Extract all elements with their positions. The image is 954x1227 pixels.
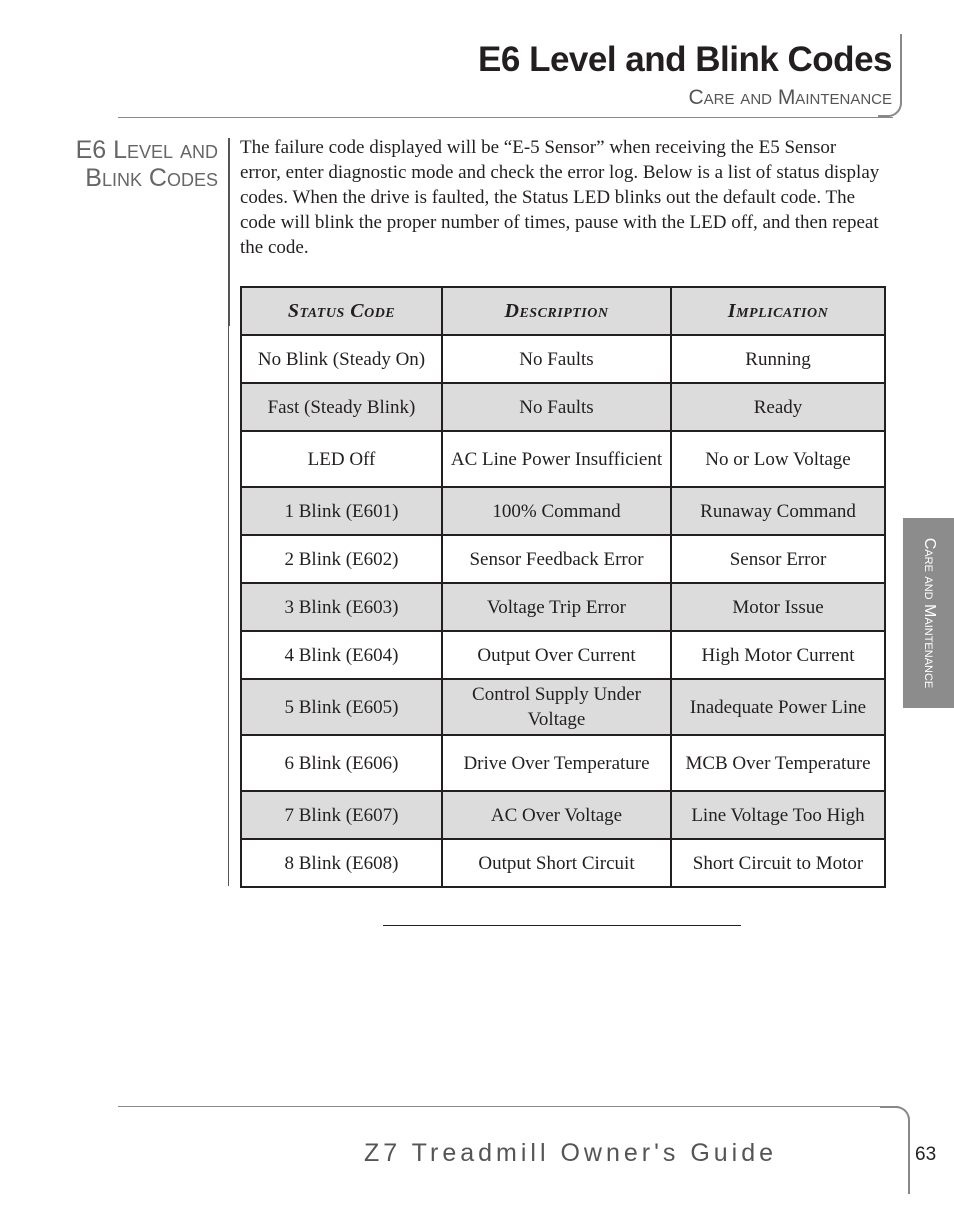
implication-cell: Runaway Command <box>671 487 885 535</box>
description-cell: No Faults <box>442 335 671 383</box>
implication-cell: Sensor Error <box>671 535 885 583</box>
status-code-cell: 7 Blink (E607) <box>241 791 442 839</box>
status-code-cell: 4 Blink (E604) <box>241 631 442 679</box>
implication-cell: Running <box>671 335 885 383</box>
table-row <box>241 631 885 679</box>
implication-cell: Short Circuit to Motor <box>671 839 885 887</box>
header-description: Description <box>442 287 671 335</box>
description-cell: Control Supply Under Voltage <box>442 679 671 735</box>
implication-cell: Line Voltage Too High <box>671 791 885 839</box>
table-row <box>241 431 885 487</box>
status-code-cell: 2 Blink (E602) <box>241 535 442 583</box>
description-cell: Sensor Feedback Error <box>442 535 671 583</box>
section-heading-line-2: Blink Codes <box>85 164 218 192</box>
status-code-cell: 3 Blink (E603) <box>241 583 442 631</box>
description-cell: Output Over Current <box>442 631 671 679</box>
description-cell: Drive Over Temperature <box>442 735 671 791</box>
description-cell: No Faults <box>442 383 671 431</box>
chapter-side-tab <box>903 518 954 708</box>
intro-paragraph: The failure code displayed will be “E-5 Sensor” when receiving the E5 Sensor error, enter diagnostic mode and check the error log. Below is a list of status display codes. When the drive is faulted, the Status LED blinks out the default code. The code will blink the proper number of times, pause with the LED off, and then repeat the code. <box>240 137 880 258</box>
table-row <box>241 535 885 583</box>
table-row <box>241 383 885 431</box>
implication-cell: Ready <box>671 383 885 431</box>
implication-cell: High Motor Current <box>671 631 885 679</box>
status-code-cell: 1 Blink (E601) <box>241 487 442 535</box>
description-cell: Output Short Circuit <box>442 839 671 887</box>
description-cell: AC Line Power Insufficient <box>442 431 671 487</box>
table-header-row <box>241 287 885 335</box>
table-row <box>241 679 885 735</box>
status-code-cell: 5 Blink (E605) <box>241 679 442 735</box>
description-cell: 100% Command <box>442 487 671 535</box>
footer-corner-bracket <box>880 1106 910 1194</box>
description-cell: AC Over Voltage <box>442 791 671 839</box>
header-status-code: Status Code <box>241 287 442 335</box>
status-code-cell: 8 Blink (E608) <box>241 839 442 887</box>
page-number: 63 <box>915 1144 937 1165</box>
footer-guide-title: Z7 Treadmill Owner's Guide <box>364 1139 778 1167</box>
implication-cell: No or Low Voltage <box>671 431 885 487</box>
table-row <box>241 583 885 631</box>
heading-vertical-rule <box>228 138 230 326</box>
description-cell: Voltage Trip Error <box>442 583 671 631</box>
content-vertical-rule <box>228 326 229 886</box>
implication-cell: Inadequate Power Line <box>671 679 885 735</box>
page-title: E6 Level and Blink Codes <box>478 40 892 79</box>
table-row <box>241 839 885 887</box>
chapter-side-tab-label: Care and Maintenance <box>920 537 938 689</box>
header-corner-bracket <box>878 34 902 117</box>
section-heading-line-1: E6 Level and <box>75 136 218 164</box>
table-row <box>241 487 885 535</box>
blink-codes-table <box>240 286 886 888</box>
table-row <box>241 335 885 383</box>
implication-cell: MCB Over Temperature <box>671 735 885 791</box>
table-row <box>241 735 885 791</box>
status-code-cell: 6 Blink (E606) <box>241 735 442 791</box>
header-implication: Implication <box>671 287 885 335</box>
table-row <box>241 791 885 839</box>
status-code-cell: No Blink (Steady On) <box>241 335 442 383</box>
section-end-divider <box>383 925 741 926</box>
status-code-cell: LED Off <box>241 431 442 487</box>
section-subtitle: Care and Maintenance <box>688 86 892 109</box>
section-heading <box>76 136 218 192</box>
implication-cell: Motor Issue <box>671 583 885 631</box>
footer-divider <box>118 1106 898 1107</box>
header-divider <box>118 117 893 118</box>
status-code-cell: Fast (Steady Blink) <box>241 383 442 431</box>
